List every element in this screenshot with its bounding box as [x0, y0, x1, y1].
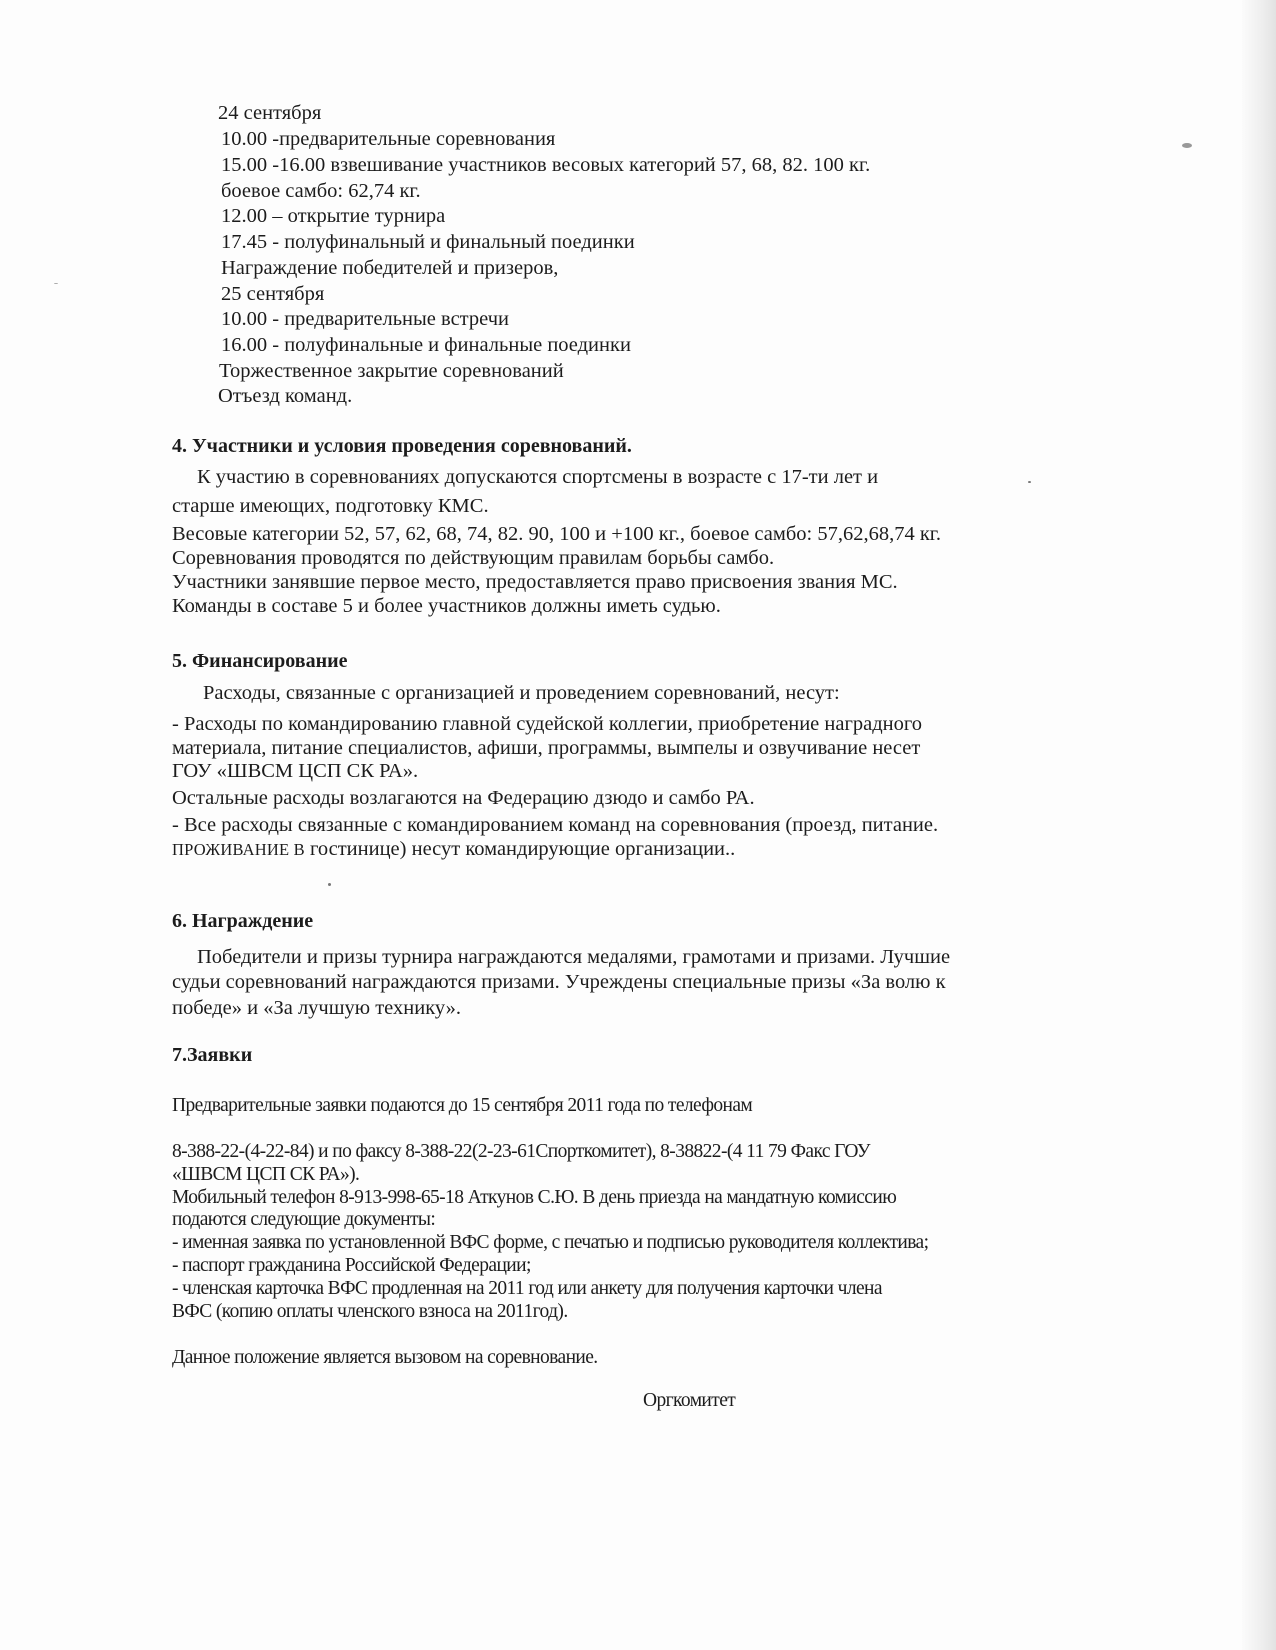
- section-4-line: Соревнования проводятся по действующим правилам борьбы самбо.: [172, 547, 775, 569]
- schedule-line: Торжественное закрытие соревнований: [219, 360, 564, 382]
- section-5-line: ГОУ «ШВСМ ЦСП СК РА».: [172, 760, 419, 782]
- signature-orgcommittee: Оргкомитет: [643, 1390, 736, 1411]
- section-5-heading: 5. Финансирование: [172, 650, 348, 672]
- section-7-line: подаются следующие документы:: [172, 1209, 436, 1230]
- section-5-line: [172, 837, 735, 862]
- schedule-line: Отъезд команд.: [218, 385, 353, 407]
- scan-edge-shadow: [1242, 0, 1276, 1650]
- schedule-line: 12.00 – открытие турнира: [221, 205, 446, 227]
- section-4-line: Команды в составе 5 и более участников должны иметь судью.: [172, 595, 721, 617]
- section-7-line: - паспорт гражданина Российской Федерации;: [172, 1255, 531, 1276]
- section-4-heading: 4. Участники и условия проведения соревнований.: [172, 435, 632, 457]
- schedule-line: 25 сентября: [221, 283, 325, 305]
- scan-speck: [1182, 143, 1192, 148]
- section-6-line: победе» и «За лучшую технику».: [172, 997, 462, 1019]
- section-4-line: старше имеющих, подготовку КМС.: [172, 495, 489, 517]
- section-4-line: К участию в соревнованиях допускаются спортсмены в возрасте с 17-ти лет и: [197, 466, 879, 488]
- text-fragment: гостинице) несут командирующие организации..: [304, 838, 736, 860]
- schedule-line: 24 сентября: [218, 102, 322, 124]
- schedule-line: 17.45 - полуфинальный и финальный поединки: [221, 231, 635, 253]
- schedule-line: 10.00 -предварительные соревнования: [221, 128, 556, 150]
- section-5-line: Остальные расходы возлагаются на Федерацию дзюдо и самбо РА.: [172, 787, 755, 809]
- section-5-line: Расходы, связанные с организацией и проведением соревнований, несут:: [203, 682, 840, 704]
- section-7-line: - членская карточка ВФС продленная на 2011 год или анкету для получения карточки члена: [172, 1278, 882, 1299]
- section-4-line: Участники занявшие первое место, предоставляется право присвоения звания МС.: [172, 571, 898, 593]
- schedule-line: 16.00 - полуфинальные и финальные поединки: [221, 334, 631, 356]
- section-7-line: ВФС (копию оплаты членского взноса на 2011год).: [172, 1301, 568, 1322]
- schedule-line: Награждение победителей и призеров,: [221, 257, 559, 279]
- section-4-line: Весовые категории 52, 57, 62, 68, 74, 82. 90, 100 и +100 кг., боевое самбо: 57,62,68,74 кг.: [172, 523, 942, 545]
- scan-speck: [54, 283, 58, 284]
- section-5-line: - Расходы по командированию главной судейской коллегии, приобретение наградного: [172, 713, 923, 735]
- section-7-line: 8-388-22-(4-22-84) и по факсу 8-388-22(2-23-61Спорткомитет), 8-38822-(4 11 79 Факс ГОУ: [172, 1141, 870, 1162]
- scan-speck: [1028, 481, 1031, 483]
- section-5-line: материала, питание специалистов, афиши, программы, вымпелы и озвучивание несет: [172, 737, 921, 759]
- scan-speck: [328, 883, 331, 886]
- section-6-heading: 6. Награждение: [172, 910, 314, 932]
- section-6-line: Победители и призы турнира награждаются медалями, грамотами и призами. Лучшие: [197, 946, 951, 968]
- section-7-line: Мобильный телефон 8-913-998-65-18 Аткунов С.Ю. В день приезда на мандатную комиссию: [172, 1187, 897, 1208]
- section-7-intro: Предварительные заявки подаются до 15 сентября 2011 года по телефонам: [172, 1095, 753, 1116]
- section-7-line: «ШВСМ ЦСП СК РА»).: [172, 1164, 360, 1185]
- section-7-heading: 7.Заявки: [172, 1044, 253, 1066]
- section-5-line: - Все расходы связанные с командированием команд на соревнования (проезд, питание.: [172, 814, 939, 836]
- caps-fragment: ПРОЖИВАНИЕ В: [172, 840, 305, 859]
- schedule-line: 15.00 -16.00 взвешивание участников весовых категорий 57, 68, 82. 100 кг.: [221, 154, 871, 176]
- section-7-line: - именная заявка по установленной ВФС форме, с печатью и подписью руководителя коллектива;: [172, 1232, 929, 1253]
- schedule-line: боевое самбо: 62,74 кг.: [221, 180, 421, 202]
- section-6-line: судьи соревнований награждаются призами. Учреждены специальные призы «За волю к: [172, 971, 946, 993]
- closing-statement: Данное положение является вызовом на соревнование.: [172, 1347, 598, 1368]
- schedule-line: 10.00 - предварительные встречи: [221, 308, 510, 330]
